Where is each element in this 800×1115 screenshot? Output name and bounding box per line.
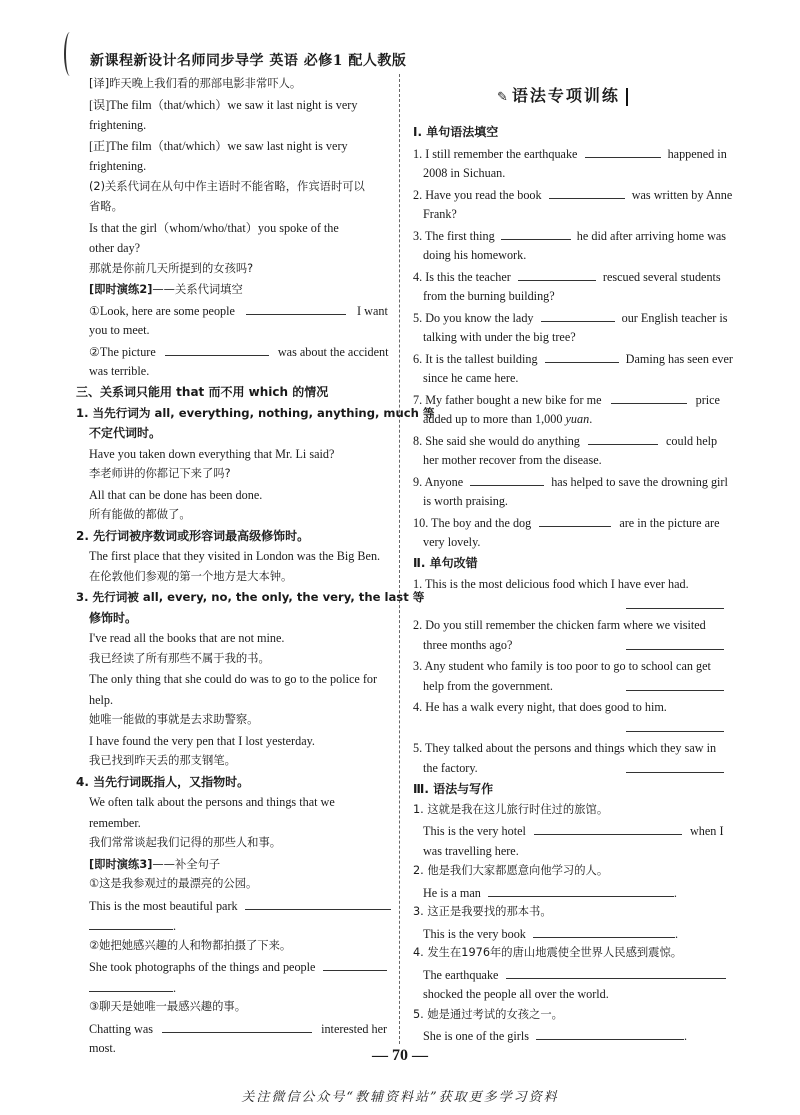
rule-3-translation-3: 我已找到昨天丢的那支钢笔。 xyxy=(89,754,236,767)
answer-blank[interactable] xyxy=(585,145,661,158)
practice-3-instruction: ——补全句子 xyxy=(152,858,221,871)
answer-blank[interactable] xyxy=(541,309,615,322)
fill-item-9-cont: is worth praising. xyxy=(423,494,508,508)
practice-2-instruction: ——关系代词填空 xyxy=(152,283,243,296)
correction-item-5-blank xyxy=(626,760,724,777)
writing-item-4: The earthquake xyxy=(423,966,726,983)
rule-3-example-2: The only thing that she could do was to go to the police for xyxy=(89,672,378,686)
rule-1-translation-1: 李老师讲的你都记下来了吗? xyxy=(89,467,231,480)
answer-blank[interactable] xyxy=(536,1027,684,1040)
practice-2-label: [即时演练2] xyxy=(89,283,153,296)
wrong-example-cont: frightening. xyxy=(89,118,147,132)
correction-item-2-cont: three months ago? xyxy=(423,638,513,652)
title-bar-decoration xyxy=(626,88,628,106)
answer-blank[interactable] xyxy=(470,473,544,486)
practice-3-q3-chinese: ③聊天是她唯一最感兴趣的事。 xyxy=(89,1000,246,1013)
practice-2-item-2-cont: was terrible. xyxy=(89,364,150,378)
fill-item-9: 9. Anyone has helped to save the drowning girl xyxy=(413,475,728,489)
writing-item-1-cont: was travelling here. xyxy=(423,844,519,858)
correction-item-3-blank xyxy=(626,678,724,695)
book-title: 新课程新设计名师同步导学 英语 必修1 配人教版 xyxy=(90,53,407,69)
answer-blank[interactable] xyxy=(626,678,724,691)
practice-3-q2-chinese: ②她把她感兴趣的人和物都拍摄了下来。 xyxy=(89,939,292,952)
answer-blank[interactable] xyxy=(501,227,571,240)
rule-3-example-2-cont: help. xyxy=(89,693,114,707)
rule-4-translation: 我们常常谈起我们记得的那些人和事。 xyxy=(89,836,282,849)
correction-item-5-cont: the factory. xyxy=(423,761,478,775)
header-bracket-decoration xyxy=(64,32,76,76)
rule-3-example-1: I've read all the books that are not mine. xyxy=(89,631,285,645)
correction-item-2-blank xyxy=(626,637,724,654)
answer-blank[interactable] xyxy=(162,1020,312,1033)
page-header xyxy=(70,48,760,70)
rule-2-example: The first place that they visited in London was the Big Ben. xyxy=(89,549,381,563)
correct-example-cont: frightening. xyxy=(89,159,147,173)
fill-item-3-cont: doing his homework. xyxy=(423,248,527,262)
rule-note: (2)关系代词在从句中作主语时不能省略，作宾语时可以 xyxy=(89,180,365,193)
fill-item-5: 5. Do you know the lady our English teacher is xyxy=(413,311,728,325)
correction-item-3: 3. Any student who family is too poor to go to school can get xyxy=(413,659,711,673)
answer-blank[interactable] xyxy=(545,350,619,363)
answer-blank[interactable] xyxy=(539,514,611,527)
answer-blank[interactable] xyxy=(549,186,625,199)
correction-item-5: 5. They talked about the persons and things which they saw in xyxy=(413,741,717,755)
grammar-training-title: ✎ 语法专项训练 xyxy=(497,83,628,106)
rule-3-heading: 3. 先行词被 all, every, no, the only, the very, the last 等 xyxy=(76,590,425,604)
rule-3-translation-1: 我已经读了所有那些不属于我的书。 xyxy=(89,652,270,665)
fill-item-7: 7. My father bought a new bike for me price xyxy=(413,393,720,407)
translation-line: [译]昨天晚上我们看的那部电影非常吓人。 xyxy=(89,77,302,90)
rule-note-cont: 省略。 xyxy=(89,200,123,213)
rule-1-heading-cont: 不定代词时。 xyxy=(89,426,162,440)
fill-item-1: 1. I still remember the earthquake happened in xyxy=(413,147,727,161)
fill-item-8: 8. She said she would do anything could help xyxy=(413,434,718,448)
fill-item-4: 4. Is this the teacher rescued several students xyxy=(413,270,721,284)
rule-4-example: We often talk about the persons and things that we xyxy=(89,795,335,809)
example-sentence-cont: other day? xyxy=(89,241,141,255)
fill-item-4-cont: from the burning building? xyxy=(423,289,555,303)
writing-item-5-chinese: 5. 她是通过考试的女孩之一。 xyxy=(413,1008,563,1021)
writing-item-2: He is a man . xyxy=(423,886,677,900)
example-sentence: Is that the girl（whom/who/that）you spoke of the xyxy=(89,221,339,235)
rule-2-heading: 2. 先行词被序数词或形容词最高级修饰时。 xyxy=(76,529,310,543)
correction-item-1-blank xyxy=(626,596,724,613)
answer-blank[interactable] xyxy=(506,966,726,979)
answer-blank[interactable] xyxy=(626,596,724,609)
answer-blank[interactable] xyxy=(518,268,596,281)
answer-blank[interactable] xyxy=(89,979,173,992)
practice-3-q3-english: Chatting was interested her xyxy=(89,1022,388,1036)
answer-blank[interactable] xyxy=(626,637,724,650)
writing-item-3: This is the very book . xyxy=(423,927,678,941)
rule-1-example-2: All that can be done has been done. xyxy=(89,488,263,502)
fill-item-3: 3. The first thing he did after arriving home was xyxy=(413,229,727,243)
rule-2-translation: 在伦敦他们参观的第一个地方是大本钟。 xyxy=(89,570,293,583)
correction-item-3-cont: help from the government. xyxy=(423,679,553,693)
answer-blank[interactable] xyxy=(534,822,682,835)
correction-item-2: 2. Do you still remember the chicken farm where we visited xyxy=(413,618,706,632)
fill-item-6-cont: since he came here. xyxy=(423,371,519,385)
practice-3-heading xyxy=(89,856,220,873)
practice-3-q1-blank-line: . xyxy=(89,917,176,934)
practice-3-label: [即时演练3] xyxy=(89,858,153,871)
correction-item-4: 4. He has a walk every night, that does good to him. xyxy=(413,700,667,714)
practice-2-item-2: ②The picture was about the accident xyxy=(89,345,389,359)
wechat-promo-note: 关注微信公众号“教辅资料站”获取更多学习资料 xyxy=(241,1090,559,1105)
part-1-heading: Ⅰ. 单句语法填空 xyxy=(413,125,499,139)
answer-blank[interactable] xyxy=(323,958,387,971)
practice-2-item-1-cont: you to meet. xyxy=(89,323,150,337)
answer-blank[interactable] xyxy=(246,302,346,315)
pencil-icon: ✎ xyxy=(497,90,510,105)
fill-item-1-cont: 2008 in Sichuan. xyxy=(423,166,506,180)
rule-4-example-cont: remember. xyxy=(89,816,141,830)
answer-blank[interactable] xyxy=(533,925,675,938)
answer-blank[interactable] xyxy=(488,884,674,897)
writing-item-5: She is one of the girls . xyxy=(423,1029,688,1043)
practice-3-q3-english-cont: most. xyxy=(89,1041,116,1055)
rule-3-heading-cont: 修饰时。 xyxy=(89,611,138,625)
section-3-heading: 三、关系词只能用 that 而不用 which 的情况 xyxy=(76,385,329,399)
practice-3-q1-chinese: ①这是我参观过的最漂亮的公园。 xyxy=(89,877,258,890)
writing-item-1-chinese: 1. 这就是我在这儿旅行时住过的旅馆。 xyxy=(413,803,609,816)
answer-blank[interactable] xyxy=(89,917,173,930)
fill-item-2: 2. Have you read the book was written by Anne xyxy=(413,188,733,202)
answer-blank[interactable] xyxy=(165,343,269,356)
answer-blank[interactable] xyxy=(626,760,724,773)
rule-3-translation-2: 她唯一能做的事就是去求助警察。 xyxy=(89,713,259,726)
correct-example: [正]The film（that/which）we saw last night is very xyxy=(89,139,348,153)
fill-item-10-cont: very lovely. xyxy=(423,535,481,549)
practice-3-q1-english: This is the most beautiful park xyxy=(89,897,389,914)
writing-item-4-cont: shocked the people all over the world. xyxy=(423,987,609,1001)
fill-item-8-cont: her mother recover from the disease. xyxy=(423,453,602,467)
answer-blank[interactable] xyxy=(588,432,658,445)
fill-item-10: 10. The boy and the dog are in the picture are xyxy=(413,516,720,530)
correction-item-1: 1. This is the most delicious food which I have ever had. xyxy=(413,577,689,591)
fill-item-6: 6. It is the tallest building Daming has seen ever xyxy=(413,352,733,366)
fill-item-5-cont: talking with under the big tree? xyxy=(423,330,576,344)
answer-blank[interactable] xyxy=(611,391,687,404)
page-number: — 70 — xyxy=(372,1047,428,1064)
answer-blank[interactable] xyxy=(245,897,391,910)
fill-item-7-cont: added up to more than 1,000 yuan. xyxy=(423,412,593,426)
practice-2-heading xyxy=(89,281,243,298)
part-2-heading: Ⅱ. 单句改错 xyxy=(413,556,478,570)
wrong-example: [误]The film（that/which）we saw it last night is very xyxy=(89,98,358,112)
fill-item-2-cont: Frank? xyxy=(423,207,457,221)
writing-item-1: This is the very hotel when I xyxy=(423,824,724,838)
rule-1-heading: 1. 当先行词为 all, everything, nothing, anything, much 等 xyxy=(76,406,435,420)
rule-4-heading: 4. 当先行词既指人，又指物时。 xyxy=(76,775,250,789)
answer-blank[interactable] xyxy=(626,719,724,732)
practice-2-item-1: ①Look, here are some people I want xyxy=(89,304,388,318)
rule-3-example-3: I have found the very pen that I lost yesterday. xyxy=(89,734,315,748)
writing-item-3-chinese: 3. 这正是我要找的那本书。 xyxy=(413,905,552,918)
part-3-heading: Ⅲ. 语法与写作 xyxy=(413,782,494,796)
writing-item-2-chinese: 2. 他是我们大家都愿意向他学习的人。 xyxy=(413,864,609,877)
practice-3-q2-blank-line: . xyxy=(89,979,176,996)
example-translation: 那就是你前几天所提到的女孩吗? xyxy=(89,262,254,275)
rule-1-example-1: Have you taken down everything that Mr. Li said? xyxy=(89,447,335,461)
correction-item-4-blank xyxy=(626,719,724,736)
writing-item-4-chinese: 4. 发生在1976年的唐山地震使全世界人民感到震惊。 xyxy=(413,946,683,959)
rule-1-translation-2: 所有能做的都做了。 xyxy=(89,508,191,521)
practice-3-q2-english: She took photographs of the things and people xyxy=(89,958,389,975)
column-divider xyxy=(399,74,400,1044)
